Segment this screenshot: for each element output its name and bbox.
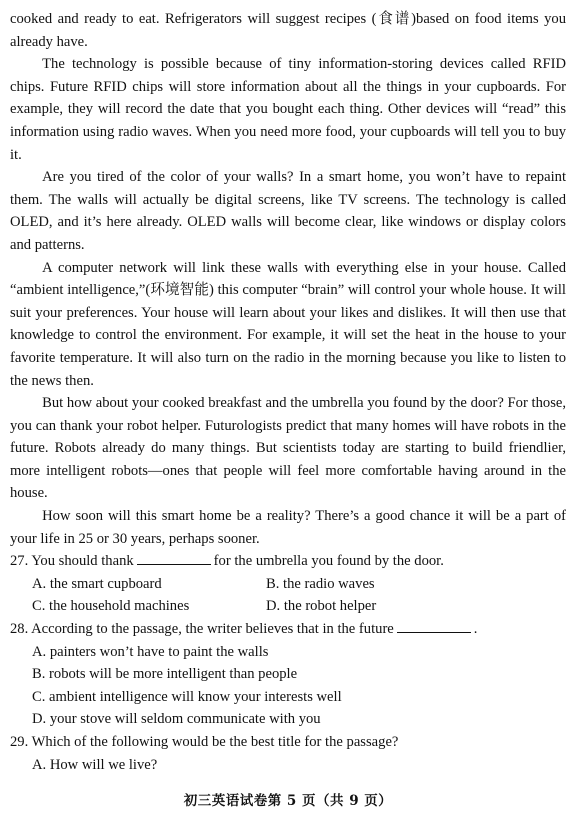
option-27-c: C. the household machines: [32, 598, 190, 615]
answer-blank: [397, 618, 471, 633]
question-28-stem-start: 28. According to the passage, the writer believes that in the future: [10, 621, 394, 638]
question-28-option-row: [10, 641, 566, 664]
question-29-option-row: [10, 754, 566, 777]
passage-paragraph: But how about your cooked breakfast and the umbrella you found by the door? For those, you can thank your robot helper. Futurologists predict that many homes will have robots in the future. Robots already do many things. But scientists today are starting to build friendlier, more intelligent robots—ones that people will feel more comfortable having around in the house.: [10, 395, 566, 502]
passage-paragraph: A computer network will link these walls with everything else in your house. Called “ambient intelligence,”(环境智能) this computer “brain” will control your whole house. It will suit your preferences. Your house will learn about your likes and dislikes. It will then use that knowledge to control the environment. For example, it will set the heat in the house to your favorite temperature. It will also turn on the radio in the morning because you like to listen to the news then.: [10, 259, 566, 389]
passage-paragraph: cooked and ready to eat. Refrigerators will suggest recipes (食谱)based on food items you already have.: [10, 11, 566, 50]
page-footer: 初三英语试卷第 5 页（共 9 页）: [183, 793, 393, 809]
option-27-a: A. the smart cupboard: [32, 575, 162, 592]
passage-paragraph: Are you tired of the color of your walls? In a smart home, you won’t have to repaint them. The walls will actually be digital screens, like TV screens. The technology is called OLED, and it’s here already. OLED walls will become clear, like windows or display colors and patterns.: [10, 169, 566, 253]
option-28-d: D. your stove will seldom communicate with you: [32, 711, 321, 728]
question-27-options-row-1: [10, 573, 566, 596]
question-28-option-row: [10, 663, 566, 686]
option-27-d: D. the robot helper: [266, 598, 377, 615]
option-28-a: A. painters won’t have to paint the walls: [32, 643, 269, 660]
option-28-c: C. ambient intelligence will know your interests well: [32, 688, 342, 705]
question-29-stem: 29. Which of the following would be the best title for the passage?: [10, 734, 399, 750]
question-28-stem-end: .: [473, 621, 478, 638]
answer-blank: [137, 550, 211, 565]
question-28-stem: [10, 618, 566, 641]
question-27-stem-start: 27. You should thank: [10, 553, 134, 570]
question-27-options-row-2: [10, 595, 566, 618]
passage-paragraph: How soon will this smart home be a reality? There’s a good chance it will be a part of your life in 25 or 30 years, perhaps sooner.: [10, 508, 566, 547]
question-27-stem: [10, 550, 566, 573]
option-28-b: B. robots will be more intelligent than people: [32, 666, 298, 683]
question-28-option-row: [10, 708, 566, 731]
question-28-option-row: [10, 686, 566, 709]
question-27-stem-end: for the umbrella you found by the door.: [213, 553, 444, 570]
option-29-a: A. How will we live?: [32, 756, 158, 773]
option-27-b: B. the radio waves: [266, 575, 375, 592]
passage-paragraph: The technology is possible because of tiny information-storing devices called RFID chips. Future RFID chips will store information about all the things in your cupboards. For example, they will record the date that you bought each thing. Other devices will “read” this information using radio waves. When you need more food, your cupboards will tell you to buy it.: [10, 56, 566, 163]
